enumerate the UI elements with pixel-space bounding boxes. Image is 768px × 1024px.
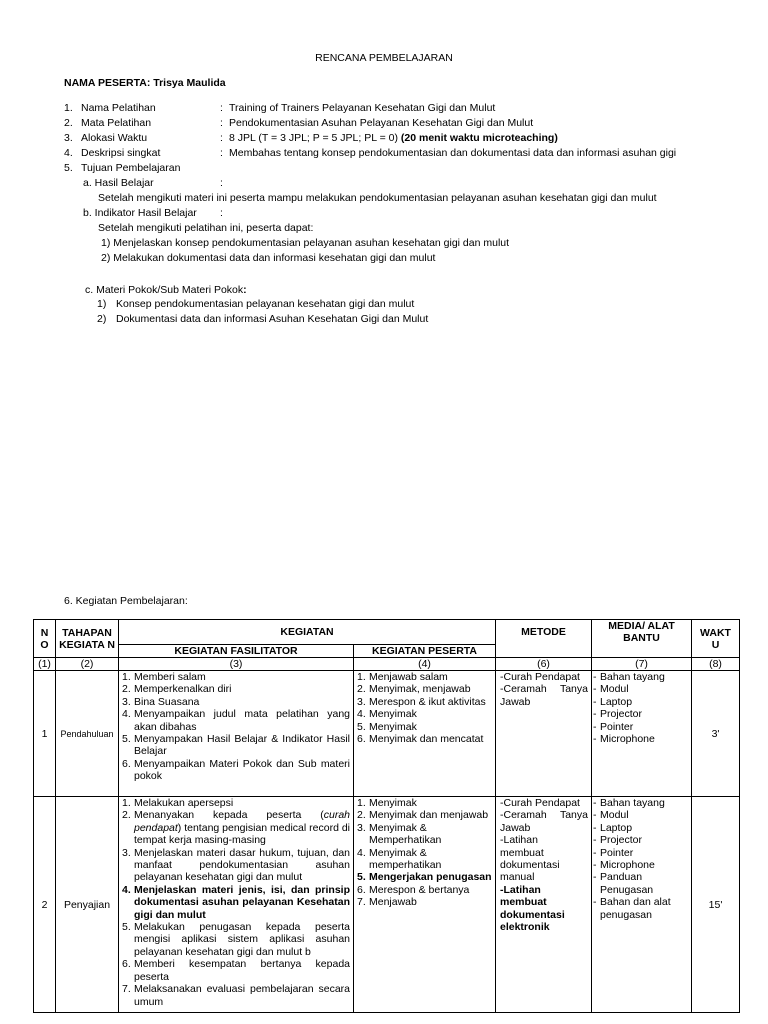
list-item: - Microphone — [593, 733, 655, 746]
list-item: 4. Menyampaikan judul mata pelatihan yang akan dibahas — [122, 708, 350, 733]
row-waktu: 3' — [692, 671, 740, 797]
item-number: 3. — [64, 132, 73, 144]
colnum: (6) — [496, 658, 592, 671]
list-item: 2. Menyimak, menjawab — [357, 683, 471, 696]
list-item: 2. Menanyakan kepada peserta (curah pendapat) tentang pengisian medical record di tempat kerja masing-masing — [122, 809, 350, 847]
list-item: - Projector — [593, 834, 643, 847]
item-value — [229, 131, 558, 145]
header-peserta: KEGIATAN PESERTA — [354, 645, 496, 658]
list-item: 2. Menyimak dan menjawab — [357, 809, 489, 822]
metode-item: -Curah Pendapat — [500, 671, 580, 683]
item-value: Pendokumentasian Asuhan Pelayanan Kesehatan Gigi dan Mulut — [229, 117, 534, 129]
item-number: 5. — [64, 162, 73, 174]
row-tahapan: Penyajian — [56, 797, 119, 1013]
list-item: - Modul — [593, 683, 629, 696]
hasil-belajar-colon: : — [220, 177, 223, 189]
hasil-belajar-label: a. Hasil Belajar — [83, 177, 154, 189]
list-item: 1. Menjawab salam — [357, 671, 448, 683]
item-colon: : — [220, 117, 223, 129]
materi-label — [85, 283, 247, 297]
item-number: 1. — [64, 102, 73, 114]
list-item: 3. Bina Suasana — [122, 695, 200, 708]
item-value: Training of Trainers Pelayanan Kesehatan Gigi dan Mulut — [229, 102, 496, 114]
list-item: 4. Menjelaskan materi jenis, isi, dan prinsip dokumentasi asuhan pelayanan Kesehatan gigi dan mulut — [122, 883, 350, 921]
item-colon: : — [220, 147, 223, 159]
header-kegiatan: KEGIATAN — [119, 620, 496, 645]
header-no: N O — [34, 620, 56, 658]
item-number: 2. — [64, 117, 73, 129]
header-waktu: WAKT U — [692, 620, 740, 658]
indikator-point: 1) Menjelaskan konsep pendokumentasian pelayanan asuhan kesehatan gigi dan mulut — [101, 237, 510, 249]
list-item: - Pointer — [593, 846, 634, 859]
materi-label-text: c. Materi Pokok/Sub Materi Pokok — [85, 284, 244, 296]
row-media — [592, 797, 692, 1013]
item-label: Nama Pelatihan — [81, 102, 156, 114]
row-metode — [496, 671, 592, 797]
list-item: - Pointer — [593, 720, 634, 733]
list-item: 4. Menyimak & memperhatikan — [357, 846, 442, 872]
colnum: (8) — [692, 658, 740, 671]
list-item: 6. Merespon & bertanya — [357, 883, 470, 896]
list-item: 6. Memberi kesempatan bertanya kepada peserta — [122, 958, 350, 983]
row-tahapan: Pendahuluan — [56, 671, 119, 797]
list-item: - Laptop — [593, 695, 633, 708]
list-item: 4. Menyimak — [357, 708, 417, 721]
colnum: (3) — [119, 658, 354, 671]
list-item: - Panduan Penugasan — [593, 871, 654, 896]
list-item: - Bahan tayang — [593, 797, 665, 809]
list-item: - Modul — [593, 809, 629, 822]
indikator-label: b. Indikator Hasil Belajar — [83, 207, 197, 219]
indikator-point: 2) Melakukan dokumentasi data dan informasi kesehatan gigi dan mulut — [101, 252, 436, 264]
list-item: 5. Melakukan penugasan kepada peserta mengisi aplikasi sistem aplikasi asuhan pelayanan kesehatan gigi dan mulut b — [122, 921, 350, 958]
header-fasilitator: KEGIATAN FASILITATOR — [119, 645, 354, 658]
list-item: 1. Memberi salam — [122, 671, 206, 683]
list-item: 5. Menyimak — [357, 720, 417, 733]
row-no: 1 — [34, 671, 56, 797]
metode-item: -Ceramah Tanya Jawab — [500, 683, 588, 708]
list-item: - Bahan dan alat penugasan — [593, 896, 671, 921]
indikator-intro: Setelah mengikuti pelatihan ini, peserta dapat: — [98, 222, 314, 234]
row-peserta — [354, 797, 496, 1013]
metode-item-bold: -Latihan membuat dokumentasi elektronik — [500, 883, 565, 934]
item-label: Mata Pelatihan — [81, 117, 152, 129]
item-label: Alokasi Waktu — [81, 132, 148, 144]
row-peserta — [354, 671, 496, 797]
colnum: (1) — [34, 658, 56, 671]
list-item: 1. Menyimak — [357, 797, 417, 809]
item-number: 4. — [64, 147, 73, 159]
materi-point-text: Dokumentasi data dan informasi Asuhan Kesehatan Gigi dan Mulut — [116, 313, 429, 325]
item-colon: : — [220, 102, 223, 114]
row-no: 2 — [34, 797, 56, 1013]
materi-point-num: 2) — [97, 313, 107, 325]
colnum: (4) — [354, 658, 496, 671]
materi-colon: : — [243, 284, 247, 296]
list-item: - Microphone — [593, 859, 655, 872]
list-item: 6. Menyimak dan mencatat — [357, 733, 484, 746]
list-item: 5. Mengerjakan penugasan — [357, 871, 492, 884]
table-row — [34, 797, 740, 1013]
list-item: 3. Merespon & ikut aktivitas — [357, 695, 486, 708]
list-item: 1. Melakukan apersepsi — [122, 797, 234, 809]
list-item: - Laptop — [593, 821, 633, 834]
list-item: - Bahan tayang — [593, 671, 665, 683]
document-title: RENCANA PEMBELAJARAN — [315, 52, 453, 64]
kegiatan-table — [33, 619, 740, 1013]
hasil-belajar-text: Setelah mengikuti materi ini peserta mampu melakukan pendokumentasian pelayanan asuhan kesehatan gigi dan mulut — [98, 192, 657, 204]
row-waktu: 15' — [692, 797, 740, 1013]
list-item: 7. Melaksanakan evaluasi pembelajaran secara umum — [122, 983, 350, 1008]
header-metode: METODE — [496, 620, 592, 658]
indikator-colon: : — [220, 207, 223, 219]
row-metode — [496, 797, 592, 1013]
row-media — [592, 671, 692, 797]
table-row — [34, 671, 740, 797]
row-fasilitator — [119, 671, 354, 797]
colnum: (2) — [56, 658, 119, 671]
metode-item: -Curah Pendapat — [500, 797, 580, 809]
item-colon: : — [220, 132, 223, 144]
item-label: Deskripsi singkat — [81, 147, 161, 159]
list-item: 3. Menyimak & Memperhatikan — [357, 821, 442, 847]
materi-point-text: Konsep pendokumentasian pelayanan kesehatan gigi dan mulut — [116, 298, 415, 310]
colnum: (7) — [592, 658, 692, 671]
item-label: Tujuan Pembelajaran — [81, 162, 181, 174]
list-item: 5. Menyampakan Hasil Belajar & Indikator Hasil Belajar — [122, 733, 350, 758]
alokasi-value: 8 JPL (T = 3 JPL; P = 5 JPL; PL = 0) — [229, 132, 401, 144]
list-item: 3. Menjelaskan materi dasar hukum, tujuan, dan manfaat pendokumentasian asuhan pelayanan kesehatan gigi dan mulut — [122, 846, 350, 884]
kegiatan-heading: 6. Kegiatan Pembelajaran: — [64, 595, 188, 607]
metode-item: -Ceramah Tanya Jawab — [500, 809, 588, 834]
header-media: MEDIA/ ALAT BANTU — [592, 620, 692, 658]
materi-point-num: 1) — [97, 298, 107, 310]
participant-name: NAMA PESERTA: Trisya Maulida — [64, 77, 226, 89]
list-item: - Projector — [593, 708, 643, 721]
list-item: 6. Menyampaikan Materi Pokok dan Sub materi pokok — [122, 757, 350, 783]
list-item: 2. Memperkenalkan diri — [122, 683, 232, 696]
alokasi-value-bold: (20 menit waktu microteaching) — [400, 132, 558, 144]
row-fasilitator — [119, 797, 354, 1013]
header-tahapan: TAHAPAN KEGIATA N — [56, 620, 119, 658]
metode-item: -Latihan membuat dokumentasi manual — [500, 834, 560, 884]
list-item: 7. Menjawab — [357, 896, 417, 909]
item-value: Membahas tentang konsep pendokumentasian dan dokumentasi data dan informasi asuhan gigi — [229, 147, 677, 159]
